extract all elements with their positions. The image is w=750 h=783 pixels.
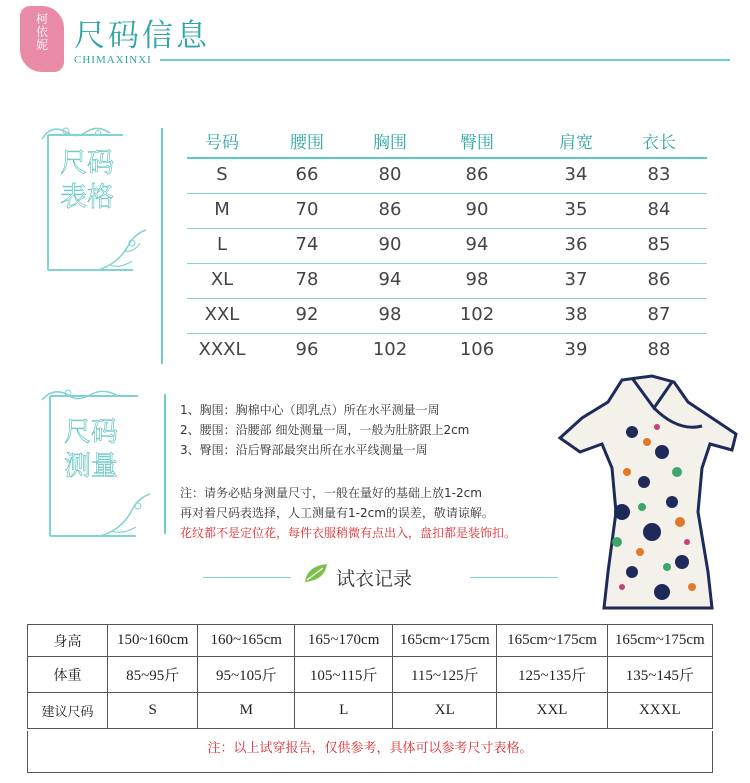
size-value-cell: 96 bbox=[295, 339, 319, 360]
tryon-cell: 165~170cm bbox=[295, 625, 393, 657]
caution-note-red: 花纹都不是定位花，每件衣服稍微有点出入，盘扣都是装饰扣。 bbox=[180, 526, 517, 540]
size-value-cell: 94 bbox=[378, 269, 402, 290]
size-value-cell: 98 bbox=[378, 304, 402, 325]
tryon-cell: 165cm~175cm bbox=[497, 625, 607, 657]
measure-note: 3、臀围：沿后臀部最突出所在水平线测量一周 bbox=[180, 443, 428, 457]
size-value-cell: 74 bbox=[295, 234, 319, 255]
tryon-cell: 125~135斤 bbox=[497, 657, 607, 693]
size-value-cell: 88 bbox=[647, 339, 671, 360]
size-table-label bbox=[60, 147, 114, 215]
tryon-cell: L bbox=[295, 693, 393, 729]
size-block-divider bbox=[161, 128, 163, 364]
size-label-cell: M bbox=[214, 199, 230, 220]
size-value-cell: 102 bbox=[459, 304, 495, 325]
leaf-icon bbox=[303, 562, 329, 584]
label-line: 尺码 bbox=[64, 417, 118, 448]
size-table-header: 衣长 bbox=[642, 133, 676, 153]
size-label-cell: XL bbox=[210, 269, 234, 290]
size-value-cell: 34 bbox=[564, 164, 588, 185]
size-value-cell: 36 bbox=[564, 234, 588, 255]
table-rule bbox=[187, 228, 707, 229]
measure-note: 1、胸围：胸棉中心（即乳点）所在水平测量一周 bbox=[180, 403, 440, 417]
size-label-cell: XXL bbox=[204, 304, 240, 325]
tryon-cell: 105~115斤 bbox=[295, 657, 393, 693]
size-value-cell: 84 bbox=[647, 199, 671, 220]
tryon-title: 试衣记录 bbox=[336, 568, 413, 590]
size-table-header: 胸围 bbox=[373, 133, 407, 153]
size-value-cell: 106 bbox=[459, 339, 495, 360]
label-line: 尺码 bbox=[60, 148, 114, 179]
size-value-cell: 92 bbox=[295, 304, 319, 325]
measure-note: 2、腰围：沿腰部 细处测量一周，一般为肚脐跟上2cm bbox=[180, 423, 470, 437]
size-value-cell: 66 bbox=[295, 164, 319, 185]
label-line: 表格 bbox=[60, 182, 114, 213]
size-value-cell: 78 bbox=[295, 269, 319, 290]
size-value-cell: 98 bbox=[465, 269, 489, 290]
size-value-cell: 86 bbox=[647, 269, 671, 290]
label-line: 测量 bbox=[64, 451, 118, 482]
table-rule bbox=[187, 157, 707, 159]
size-value-cell: 94 bbox=[465, 234, 489, 255]
size-value-cell: 83 bbox=[647, 164, 671, 185]
tryon-cell: 115~125斤 bbox=[393, 657, 497, 693]
brand-logo bbox=[20, 6, 64, 72]
size-value-cell: 102 bbox=[372, 339, 408, 360]
size-table-header: 腰围 bbox=[290, 133, 324, 153]
logo-char: 柯 bbox=[35, 12, 48, 26]
size-label-cell: XXXL bbox=[198, 339, 246, 360]
caution-note: 注：请务必贴身测量尺寸，一般在量好的基础上放1-2cm bbox=[180, 486, 482, 500]
size-value-cell: 85 bbox=[647, 234, 671, 255]
header-divider bbox=[160, 59, 730, 61]
size-value-cell: 39 bbox=[564, 339, 588, 360]
tryon-cell: 150~160cm bbox=[108, 625, 198, 657]
tryon-row bbox=[28, 693, 713, 729]
caution-note: 再对着尺码表选择，人工测量有1-2cm的误差，敬请谅解。 bbox=[180, 506, 494, 520]
qipao-dress-image bbox=[552, 372, 742, 612]
tryon-cell: XXXL bbox=[607, 693, 712, 729]
size-value-cell: 38 bbox=[564, 304, 588, 325]
tryon-cell: 160~165cm bbox=[198, 625, 295, 657]
logo-char: 妮 bbox=[35, 38, 48, 52]
measure-label bbox=[64, 416, 118, 484]
size-value-cell: 86 bbox=[465, 164, 489, 185]
tryon-table bbox=[27, 624, 713, 729]
size-value-cell: 90 bbox=[465, 199, 489, 220]
tryon-cell: 95~105斤 bbox=[198, 657, 295, 693]
size-label-cell: L bbox=[216, 234, 228, 255]
size-value-cell: 87 bbox=[647, 304, 671, 325]
size-label-cell: S bbox=[216, 164, 228, 185]
tryon-cell: 165cm~175cm bbox=[393, 625, 497, 657]
size-value-cell: 70 bbox=[295, 199, 319, 220]
tryon-footnote: 注：以上试穿报告，仅供参考，具体可以参考尺寸表格。 bbox=[27, 731, 713, 773]
tryon-cell: 135~145斤 bbox=[607, 657, 712, 693]
tryon-row bbox=[28, 625, 713, 657]
tryon-rule-left bbox=[203, 577, 291, 578]
tryon-cell: XL bbox=[393, 693, 497, 729]
table-rule bbox=[187, 193, 707, 194]
size-value-cell: 37 bbox=[564, 269, 588, 290]
tryon-row-label: 建议尺码 bbox=[28, 693, 108, 729]
size-value-cell: 80 bbox=[378, 164, 402, 185]
size-table-label-block bbox=[38, 125, 148, 265]
tryon-cell: S bbox=[108, 693, 198, 729]
tryon-rule-right bbox=[470, 577, 558, 578]
tryon-row bbox=[28, 657, 713, 693]
size-value-cell: 90 bbox=[378, 234, 402, 255]
page-title: 尺码信息 bbox=[74, 18, 210, 54]
tryon-row-label: 身高 bbox=[28, 625, 108, 657]
size-table-header: 号码 bbox=[205, 133, 239, 153]
table-rule bbox=[187, 298, 707, 299]
size-table-header: 肩宽 bbox=[559, 133, 593, 153]
tryon-cell: XXL bbox=[497, 693, 607, 729]
size-table-header: 臀围 bbox=[460, 133, 494, 153]
tryon-cell: 85~95斤 bbox=[108, 657, 198, 693]
table-rule bbox=[187, 263, 707, 264]
measure-label-block bbox=[38, 388, 148, 528]
tryon-row-label: 体重 bbox=[28, 657, 108, 693]
table-rule bbox=[187, 333, 707, 334]
tryon-cell: M bbox=[198, 693, 295, 729]
size-value-cell: 35 bbox=[564, 199, 588, 220]
logo-char: 依 bbox=[35, 25, 48, 39]
measure-block-divider bbox=[164, 394, 166, 534]
tryon-cell: 165cm~175cm bbox=[607, 625, 712, 657]
size-value-cell: 86 bbox=[378, 199, 402, 220]
page-subtitle: CHIMAXINXI bbox=[74, 54, 152, 66]
